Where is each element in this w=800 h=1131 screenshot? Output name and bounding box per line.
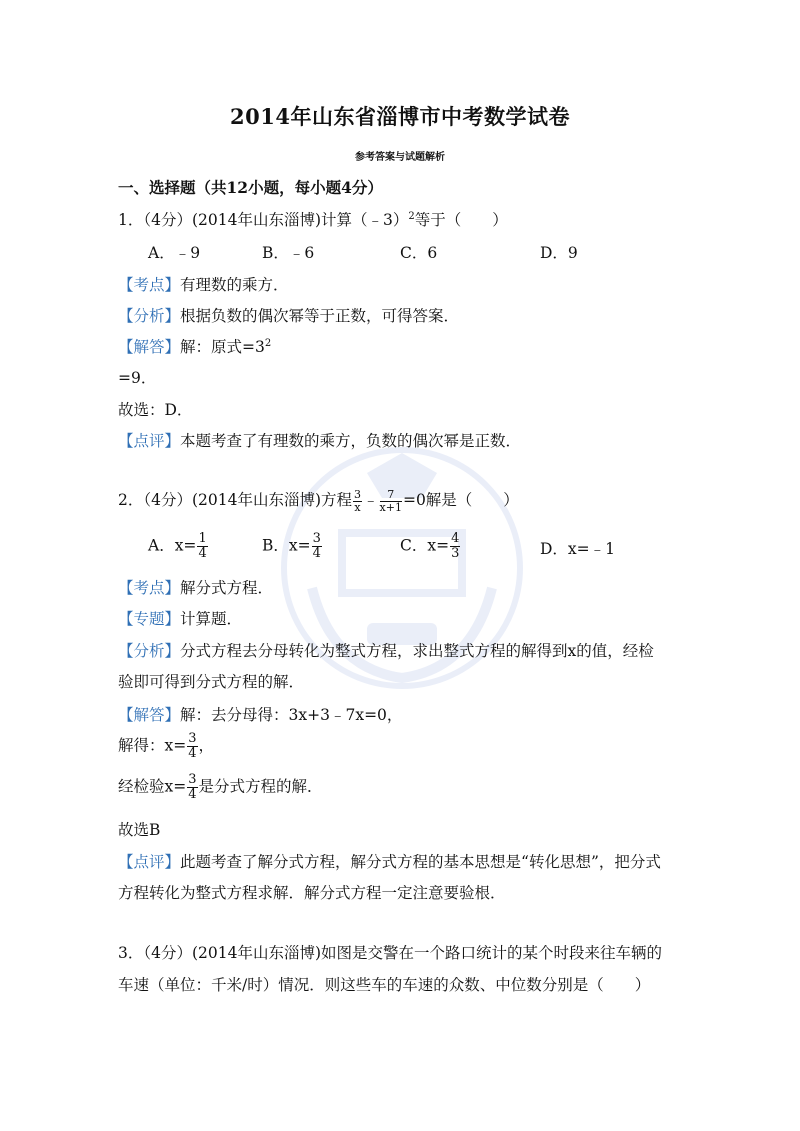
q1-fenxi-text: 根据负数的偶次幂等于正数，可得答案．: [180, 307, 460, 325]
q2-fraction-2-num: 7: [380, 489, 402, 502]
q2-option-a-label: A．x=: [148, 536, 197, 555]
q2-dianping-tag: 【点评】: [118, 853, 181, 871]
q2-option-c: [400, 532, 461, 561]
page-subtitle: 参考答案与试题解析: [355, 152, 445, 163]
q2-dianping-text-2: 方程转化为整式方程求解．解分式方程一定注意要验根．: [118, 884, 506, 902]
q2-fenxi: [118, 639, 654, 661]
q2-check-den: 4: [188, 787, 197, 802]
q2-fraction-1-num: 3: [354, 487, 362, 501]
q2-zhuanti-text: 计算题．: [180, 610, 243, 628]
q1-option-c: C．6: [400, 244, 438, 262]
q1-dianping: [118, 429, 521, 451]
page-title: 2014年山东省淄博市中考数学试卷: [230, 104, 570, 129]
q2-stem-a: 2．（4分）(2014年山东淄博)方程: [118, 491, 353, 509]
q2-zhuanti: [118, 607, 242, 629]
q1-kaodian-tag: 【考点】: [118, 276, 181, 294]
q2-choice: 故选B: [118, 821, 161, 839]
q2-option-b-label: B．x=: [262, 536, 311, 555]
q1-option-d: D．9: [540, 244, 578, 262]
q2-fraction-1-den: x: [354, 500, 361, 514]
q2-stem-b: =0解是（ ）: [402, 491, 519, 509]
q1-stem: [118, 208, 508, 230]
q2-zhuanti-tag: 【专题】: [118, 610, 181, 628]
q1-jieda: [118, 335, 271, 357]
q2-jieda-tag: 【解答】: [118, 706, 181, 724]
q2-option-b: [262, 532, 323, 561]
q2-solve-label: 解得：x=: [118, 736, 187, 755]
q2-fraction-2: [380, 489, 402, 514]
q2-check-post: 是分式方程的解．: [198, 777, 323, 796]
q1-exponent: 2: [408, 210, 415, 222]
q1-choice: 故选：D．: [118, 401, 193, 419]
q2-check-line: [118, 773, 323, 802]
q2-check-fraction: [187, 773, 197, 802]
q2-option-c-label: C．x=: [400, 536, 450, 555]
q2-option-a-den: 4: [198, 546, 207, 561]
q1-jieda-tag: 【解答】: [118, 338, 181, 356]
q1-fenxi-tag: 【分析】: [118, 307, 181, 325]
q2-jieda: [118, 703, 402, 725]
q3-stem-2: 车速（单位：千米/时）情况．则这些车的车速的众数、中位数分别是（ ）: [118, 976, 651, 994]
q2-option-a-num: 1: [198, 531, 207, 546]
q1-kaodian-text: 有理数的乘方．: [180, 276, 289, 294]
q2-option-c-num: 4: [451, 531, 460, 546]
q1-stem-text: 1．（4分）(2014年山东淄博)计算（﹣3）: [118, 211, 409, 229]
q2-kaodian: [118, 576, 273, 598]
q1-stem-tail: 等于（ ）: [414, 211, 508, 229]
q2-fenxi-text-2: 验即可得到分式方程的解．: [118, 673, 305, 691]
q2-option-b-fraction: [312, 532, 322, 561]
q2-solve-den: 4: [188, 746, 197, 761]
q2-dianping: [118, 850, 661, 872]
q1-dianping-text: 本题考查了有理数的乘方，负数的偶次幂是正数．: [180, 432, 522, 450]
q2-kaodian-text: 解分式方程．: [180, 579, 274, 597]
q2-option-c-fraction: [450, 532, 460, 561]
section-heading: 一、选择题（共12小题，每小题4分）: [118, 178, 383, 197]
q3-stem-1: 3．（4分）(2014年山东淄博)如图是交警在一个路口统计的某个时段来往车辆的: [118, 944, 663, 962]
q1-option-a: A．﹣9: [148, 244, 201, 262]
q2-option-a: [148, 532, 209, 561]
q1-option-b: B．﹣6: [262, 244, 315, 262]
q1-dianping-tag: 【点评】: [118, 432, 181, 450]
q2-jieda-text: 解：去分母得：3x+3﹣7x=0，: [180, 706, 403, 724]
q2-solve-post: ，: [198, 736, 215, 755]
q2-dianping-text-1: 此题考查了解分式方程，解分式方程的基本思想是“转化思想”，把分式: [180, 853, 661, 871]
q2-kaodian-tag: 【考点】: [118, 579, 181, 597]
q2-solve-fraction: [187, 732, 197, 761]
q2-option-d: D．x=﹣1: [540, 540, 616, 558]
q2-fraction-1: [353, 489, 362, 514]
q1-jieda-text: 解：原式=3: [180, 338, 265, 356]
q2-fenxi-tag: 【分析】: [118, 642, 181, 660]
q2-option-b-den: 4: [312, 546, 321, 561]
q2-check-label: 经检验x=: [118, 777, 187, 796]
q1-kaodian: [118, 273, 289, 295]
q2-solve-line: [118, 732, 214, 761]
q1-fenxi: [118, 304, 459, 326]
q1-step-2: =9．: [118, 369, 157, 387]
q2-stem: [118, 488, 519, 514]
q2-minus: ﹣: [363, 491, 379, 509]
q2-option-b-num: 3: [312, 531, 321, 546]
q2-solve-num: 3: [188, 731, 197, 746]
q2-check-num: 3: [188, 772, 197, 787]
q2-option-c-den: 3: [451, 546, 460, 561]
q2-fenxi-text-1: 分式方程去分母转化为整式方程，求出整式方程的解得到x的值，经检: [180, 642, 654, 660]
q2-option-a-fraction: [197, 532, 207, 561]
q1-jieda-exponent: 2: [264, 337, 272, 349]
q2-fraction-2-den: x+1: [379, 500, 402, 514]
